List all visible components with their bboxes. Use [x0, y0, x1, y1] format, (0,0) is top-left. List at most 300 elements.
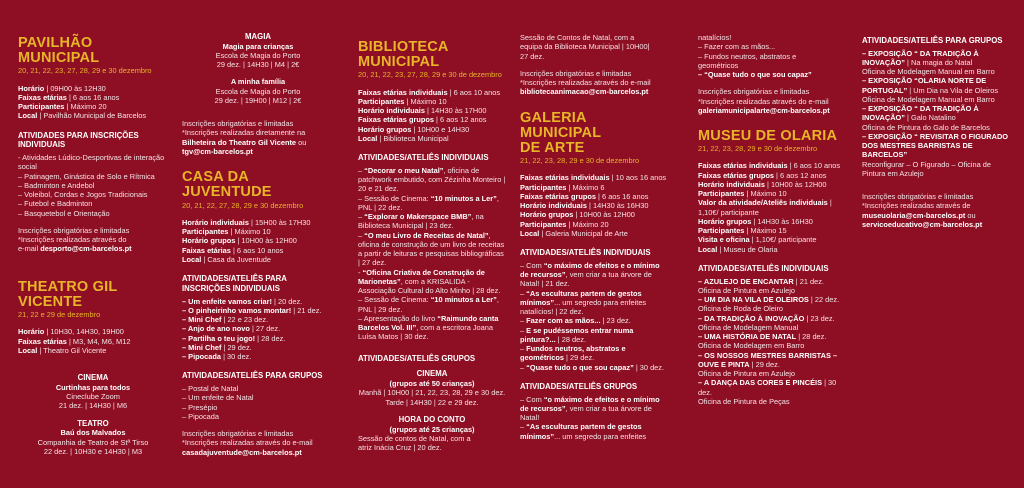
museu-info-label: Horário individuais	[698, 179, 765, 189]
biblioteca-title: BIBLIOTECA MUNICIPAL	[358, 39, 449, 71]
museu-info-row	[698, 198, 848, 217]
biblioteca-info-row	[358, 134, 506, 143]
biblioteca-info-label: Local	[358, 133, 378, 143]
museu-title: MUSEU DE OLARIA	[698, 128, 838, 144]
museu-info-value: | 14H30 às 16H30	[751, 216, 813, 226]
galeria-info-label: Faixas etárias individuais	[520, 173, 610, 183]
museu-info-row	[698, 161, 848, 170]
galeria-group-activity-value: ... um segredo para enfeites	[554, 431, 647, 441]
galeria-activity-row	[520, 316, 670, 325]
theatro-info-value: | Theatro Gil Vicente	[37, 345, 107, 355]
biblioteca-activity-label: “O meu Livro de Receitas de Natal”	[364, 230, 489, 240]
museu-info-row	[698, 226, 848, 235]
biblioteca-activity-row	[358, 194, 506, 213]
biblioteca-activity-row	[358, 268, 506, 296]
galeria-activity-value: | 28 dez.	[555, 334, 587, 344]
casa-juventude-group-list	[182, 384, 334, 421]
biblioteca-activity-prefix: –	[358, 212, 365, 222]
museu-info-value: | 10H00 às 12H00	[764, 179, 827, 189]
museu-activity-subline: Oficina de Modelagem em Barro	[698, 341, 805, 351]
theatro-info-value: | 10H30, 14H30, 19H00	[44, 327, 124, 337]
museu-activity-value: | 29 dez.	[749, 359, 780, 369]
casa-juventude-individual-row	[182, 324, 334, 333]
biblioteca-email-link[interactable]: bibliotecaanimacao@cm-barcelos.pt	[520, 87, 649, 97]
museu-activity-subline: Oficina de Pintura de Peças	[698, 396, 790, 406]
museu-group-activity-value: | Um Dia na Vila de Oleiros	[907, 85, 999, 95]
pavilhao-info-label: Faixas etárias	[18, 92, 67, 102]
museu-info-value: | 6 aos 12 anos	[774, 170, 827, 180]
biblioteca-activity-value: , PNL | 22 dez.	[358, 193, 499, 212]
casa-juventude-info-row	[182, 255, 334, 264]
pavilhao-info-value: | 09H00 às 12H30	[44, 83, 106, 93]
museu-activity-subline: Oficina de Pintura em Azulejo	[698, 369, 795, 379]
casa-juventude-group-item: – Pipocada	[182, 411, 219, 421]
galeria-activity-prefix: –	[520, 325, 527, 335]
museu-group-activity-row	[862, 104, 1012, 132]
museu-info-value: | Máximo 10	[744, 189, 787, 199]
galeria-group-activity-label: “o máximo de efeitos e o mínimo de recursos”	[520, 394, 660, 413]
pavilhao-info-value: | Máximo 20	[64, 102, 107, 112]
biblioteca-info-row	[358, 88, 506, 97]
museu-group-activity-row	[862, 132, 1012, 178]
museu-activity-label: – AZULEJO DE ENCANTAR	[698, 276, 794, 286]
museu-activity-label: – A DANÇA DAS CORES E PINCÉIS	[698, 378, 823, 388]
biblioteca-activity-value: , oficina de construção de um livro de receitas a partir de leituras e pesquisas bibliográficas | 27 dez.	[358, 230, 505, 268]
museu-info-label: Faixas etárias individuais	[698, 161, 788, 171]
galeria-group-activity-prefix: – Com	[520, 394, 544, 404]
museu-group-activity-label: – EXPOSIÇÃO “ DA TRADIÇÃO À INOVAÇÃO”	[862, 104, 979, 123]
familia-show-name: A minha família	[230, 77, 286, 87]
magia-heading: MAGIA	[245, 32, 271, 41]
biblioteca-individual-list	[358, 166, 506, 342]
galeria-info-row	[520, 220, 670, 229]
museu-group-activity-label: – EXPOSIÇÃO “ REVISITAR O FIGURADO DOS MESTRES BARRISTAS DE BARCELOS”	[862, 131, 1009, 160]
pavilhao-note: Inscrições obrigatórias e limitadas	[18, 225, 130, 235]
galeria-info-row	[520, 192, 670, 201]
galeria-activity-row	[520, 261, 670, 289]
museu-individual-list	[698, 277, 848, 407]
casa-juventude-individual-value: | 29 dez.	[221, 342, 252, 352]
galeria-individual-list	[520, 261, 670, 372]
pavilhao-dates: 20, 21, 22, 23, 27, 28, 29 e 30 dezembro	[18, 66, 152, 76]
biblioteca-note-2: *Inscrições realizadas através do e-mail	[520, 78, 651, 87]
museu-info-label: Visita e oficina	[698, 235, 750, 245]
biblioteca-info-value: | Máximo 10	[404, 96, 447, 106]
biblioteca-cinema-line-2: Tarde | 14H30 | 22 e 29 dez.	[385, 397, 479, 407]
galeria-activity-label: “Quase tudo o que sou capaz”	[526, 362, 634, 372]
museu-activity-subline: Oficina de Roda de Oleiro	[698, 304, 784, 314]
museu-info-label: Local	[698, 244, 718, 254]
galeria-info-label: Horário grupos	[520, 210, 574, 220]
galeria-info-label: Local	[520, 228, 540, 238]
museu-info-row	[698, 245, 848, 254]
casa-juventude-individual-value: | 28 dez.	[255, 333, 286, 343]
galeria-info-value: | Máximo 6	[566, 182, 605, 192]
casa-juventude-individual-label: – Mini Chef	[182, 315, 222, 325]
casa-juventude-info-value: | 6 aos 10 anos	[230, 245, 284, 255]
galeria-activity-value: ... um segredo para enfeites natalícios! | 22 dez.	[520, 297, 647, 317]
galeria-info-value: | Galeria Municipal de Arte	[539, 228, 628, 238]
casa-juventude-info-label: Local	[182, 254, 202, 264]
museu-group-list	[862, 49, 1012, 179]
biblioteca-activity-row	[358, 314, 506, 342]
biblioteca-info-row	[358, 125, 506, 134]
museu-activity-row	[698, 277, 848, 296]
biblioteca-activity-prefix: – Apresentação do livro	[358, 313, 438, 323]
pavilhao-note-2: *Inscrições realizadas através do	[18, 235, 127, 245]
casa-juventude-individual-value: | 20 dez.	[271, 296, 303, 306]
museu-info-value: | Máximo 15	[744, 226, 787, 236]
biblioteca-info-label: Faixas etárias individuais	[358, 87, 448, 97]
casa-juventude-title: CASA DA JUVENTUDE	[182, 169, 272, 201]
teatro-heading: TEATRO	[77, 418, 109, 428]
theatro-dates: 21, 22 e 29 de dezembro	[18, 310, 101, 320]
hora-conto-line-2: atriz Inácia Cruz | 20 dez.	[358, 443, 442, 453]
museu-group-activity-label: – EXPOSIÇÃO “OLARIA NORTE DE PORTUGAL”	[862, 76, 987, 95]
biblioteca-section-2: ATIVIDADES/ATELIÊS GRUPOS	[358, 353, 476, 363]
museu-info-label: Valor da atividade/Ateliês individuais	[698, 198, 828, 208]
galeria-info-label: Participantes	[520, 182, 567, 192]
pavilhao-activity-item: – Badminton e Andebol	[18, 180, 95, 190]
museu-info-value: | Museu de Olaria	[717, 244, 778, 254]
museu-activity-label: – UM DIA NA VILA DE OLEIROS	[698, 295, 809, 305]
pavilhao-info-value: | 6 aos 16 anos	[66, 92, 120, 102]
biblioteca-info-row	[358, 115, 506, 124]
museu-group-activity-subline: Oficina de Modelagem Manual em Barro	[862, 67, 995, 77]
museu-activity-label: – DA TRADIÇÃO À INOVAÇÃO	[698, 313, 805, 323]
pavilhao-activity-item: – Patinagem, Ginástica de Solo e Rítmica	[18, 171, 155, 181]
biblioteca-activity-prefix: – Sessão de Cinema:	[358, 193, 431, 203]
museu-group-activity-value: | Na magia do Natal	[904, 57, 973, 67]
casa-juventude-individual-label: – Pipocada	[182, 352, 222, 362]
museu-group-activity-subline: Oficina de Modelagem Manual em Barro	[862, 94, 995, 104]
biblioteca-activity-prefix: –	[358, 230, 365, 240]
theatro-info-value: | M3, M4, M6, M12	[66, 336, 131, 346]
museu-info-label: Horário grupos	[698, 216, 752, 226]
biblioteca-activity-label: “10 minutos a Ler”	[430, 295, 497, 305]
biblioteca-activity-value: , com a escritora Joana Luísa Matos | 30 dez.	[358, 323, 494, 342]
biblioteca-activity-label: “Oficina Criativa de Construção de Marionetas”	[358, 267, 485, 286]
galeria-activity-prefix: –	[520, 288, 527, 298]
biblioteca-section-1: ATIVIDADES/ATELIÊS INDIVIDUAIS	[358, 153, 489, 163]
biblioteca-dates: 20, 21, 22, 23, 27, 28, 29 e 30 de dezembro	[358, 70, 502, 80]
museu-note-2: *Inscrições realizadas através de	[862, 201, 971, 211]
theatro-info-label: Faixas etárias	[18, 336, 67, 346]
museu-activity-value: | 30 dez.	[698, 378, 837, 397]
museu-info-row	[698, 217, 848, 226]
cinema-show-name: Curtinhas para todos	[55, 382, 131, 392]
pavilhao-section-title: ATIVIDADES PARA INSCRIÇÕES INDIVIDUAIS	[18, 130, 139, 150]
museu-activity-value: | 23 dez.	[804, 313, 835, 323]
galeria-group-activity-prefix: –	[520, 422, 527, 432]
contos-line-3: 27 dez.	[520, 51, 545, 61]
galeria-group-continued-item: geométricos	[698, 60, 739, 70]
casa-juventude-info-row	[182, 227, 334, 236]
column-museu	[698, 33, 848, 406]
biblioteca-info-value: | 6 aos 10 anos	[447, 87, 501, 97]
museu-info-row	[698, 180, 848, 189]
biblioteca-cinema-sub: (grupos até 50 crianças)	[389, 379, 475, 389]
galeria-activity-value: , vem criar a tua árvore de Natal! | 21 dez.	[520, 270, 652, 289]
magia-note-1: Inscrições obrigatórias e limitadas	[182, 119, 294, 129]
galeria-email-link[interactable]: galeriamunicipalarte@cm-barcelos.pt	[698, 105, 830, 115]
biblioteca-activity-value: , na Biblioteca Municipal | 23 dez.	[358, 212, 484, 231]
museu-group-activity-row	[862, 49, 1012, 77]
casa-juventude-info-label: Faixas etárias	[182, 245, 231, 255]
casa-juventude-individual-value: | 30 dez.	[221, 352, 252, 362]
theatro-info-label: Local	[18, 345, 38, 355]
familia-line-1: Escola de Magia do Porto	[215, 86, 301, 96]
contos-line-2: equipa da Biblioteca Municipal | 10H00|	[520, 42, 650, 52]
galeria-group-last-item: – “Quase tudo o que sou capaz”	[698, 70, 812, 79]
galeria-section-1: ATIVIDADES/ATELIÊS INDIVIDUAIS	[520, 248, 651, 258]
museu-activity-value: | 28 dez.	[796, 332, 827, 342]
pavilhao-activities	[18, 153, 168, 218]
museuolaria-email-link[interactable]: museuolaria@cm-barcelos.pt	[862, 210, 966, 220]
casa-juventude-note-2: *Inscrições realizadas através do e-mail	[182, 438, 313, 448]
biblioteca-info	[358, 88, 506, 144]
pavilhao-activity-item: – Futebol e Badminton	[18, 199, 93, 209]
galeria-info-row	[520, 210, 670, 219]
biblioteca-activity-label: “Raimundo canta Barcelos Vol. III”	[358, 313, 499, 333]
desporto-email-link[interactable]: desporto@cm-barcelos.pt	[40, 244, 132, 254]
casa-juventude-note-1: Inscrições obrigatórias e limitadas	[182, 429, 294, 439]
galeria-info-value: | 6 aos 16 anos	[596, 191, 649, 201]
casa-juventude-individual-value: | 27 dez.	[249, 324, 281, 334]
biblioteca-info-value: | 6 aos 12 anos	[434, 115, 487, 125]
biblioteca-activity-row	[358, 212, 506, 231]
biblioteca-activity-row	[358, 231, 506, 268]
galeria-activity-label: E se pudéssemos entrar numa pintura?...	[520, 325, 634, 344]
pavilhao-info	[18, 84, 168, 121]
galeria-activity-label: Fazer com as mãos...	[526, 316, 601, 326]
magia-line-2: 29 dez. | 14H30 | M4 | 2€	[216, 60, 300, 70]
museu-group-activity-row	[862, 76, 1012, 104]
galeria-activity-prefix: –	[520, 344, 527, 354]
casa-juventude-individual-row	[182, 334, 334, 343]
galeria-activity-prefix: –	[520, 362, 527, 372]
tgv-email-link[interactable]: tgv@cm-barcelos.pt	[182, 146, 253, 156]
casa-juventude-info-label: Horário individuais	[182, 217, 249, 227]
biblioteca-info-value: | 10H00 e 14H30	[411, 124, 470, 134]
pavilhao-note-3: e-mail	[18, 244, 41, 254]
theatro-info-row	[18, 346, 168, 355]
museu-activity-row	[698, 351, 848, 379]
teatro-line-2: 22 dez. | 10H30 e 14H30 | M3	[43, 446, 143, 456]
galeria-activity-row	[520, 326, 670, 345]
museu-section: ATIVIDADES/ATELIÊS INDIVIDUAIS	[698, 263, 829, 273]
galeria-activity-prefix: –	[520, 316, 527, 326]
galeria-activity-value: | 23 dez.	[600, 316, 631, 326]
column-galeria	[520, 33, 670, 441]
casa-juventude-group-item: – Presépio	[182, 402, 218, 412]
casa-juventude-individual-value: | 22 e 23 dez.	[221, 315, 269, 325]
museu-activity-subline: Oficina de Pintura em Azulejo	[698, 285, 795, 295]
casa-juventude-individual-row	[182, 297, 334, 306]
theatro-info	[18, 327, 168, 355]
galeria-section-2: ATIVIDADES/ATELIÊS GRUPOS	[520, 381, 638, 391]
biblioteca-activity-label: “Decorar o meu Natal”	[364, 165, 444, 175]
biblioteca-info-value: | 14H30 às 17H00	[424, 106, 487, 116]
pavilhao-info-label: Local	[18, 111, 38, 121]
museu-info-row	[698, 235, 848, 244]
magia-note-2: *Inscrições realizadas diretamente na	[182, 128, 306, 138]
museu-group-activity-subline: Oficina de Pintura do Galo de Barcelos	[862, 122, 990, 132]
galeria-note-2: *Inscrições realizadas através do e-mail	[698, 96, 829, 106]
galeria-group-list	[520, 395, 670, 441]
galeria-activity-value: | 29 dez.	[563, 353, 595, 363]
casa-juventude-group-item: – Um enfeite de Natal	[182, 393, 254, 403]
pavilhao-activity-item: – Voleibol, Cordas e Jogos Tradicionais	[18, 190, 148, 200]
theatro-info-row	[18, 327, 168, 336]
casa-juventude-info-value: | Máximo 10	[228, 227, 271, 237]
galeria-activity-row	[520, 363, 670, 372]
theatro-title: THEATRO GIL VICENTE	[18, 278, 118, 310]
museu-info-label: Faixas etárias grupos	[698, 170, 774, 180]
biblioteca-activity-prefix: –	[358, 165, 365, 175]
casa-juventude-section-2: ATIVIDADES/ATELIÊS PARA GRUPOS	[182, 371, 323, 381]
biblioteca-info-label: Faixas etárias grupos	[358, 115, 434, 125]
galeria-dates: 21, 22, 23, 28, 29 e 30 de dezembro	[520, 156, 640, 166]
museu-activity-subline: Oficina de Modelagem Manual	[698, 322, 799, 332]
casa-juventude-info-row	[182, 236, 334, 245]
casa-juventude-individual-row	[182, 352, 334, 361]
galeria-activity-row	[520, 344, 670, 363]
museu-activity-label: – UMA HISTÓRIA DE NATAL	[698, 332, 797, 342]
pavilhao-info-label: Participantes	[18, 102, 65, 112]
casa-juventude-individual-row	[182, 343, 334, 352]
casadajuventude-email-link[interactable]: casadajuventude@cm-barcelos.pt	[182, 447, 302, 457]
galeria-info-label: Horário individuais	[520, 201, 587, 211]
teatro-line-1: Companhia de Teatro de Stª Tirso	[37, 437, 149, 447]
casa-juventude-info-label: Participantes	[182, 227, 229, 237]
museu-info-value: | 1,10€/ participante	[698, 198, 832, 217]
galeria-info-row	[520, 229, 670, 238]
column-magia-casa-juventude	[182, 32, 334, 457]
galeria-note-1: Inscrições obrigatórias e limitadas	[698, 87, 810, 97]
biblioteca-activity-value: , PNL | 29 dez.	[358, 295, 499, 314]
servicoeducativo-email-link[interactable]: servicoeducativo@cm-barcelos.pt	[862, 219, 983, 229]
biblioteca-info-row	[358, 97, 506, 106]
column-pavilhao	[18, 36, 168, 456]
biblioteca-info-row	[358, 106, 506, 115]
galeria-group-activity-row	[520, 422, 670, 441]
biblioteca-activity-value: , com a KRISALIDA - Associação Cultural do Alto Minho | 28 dez.	[358, 276, 501, 296]
museu-group-activity-subline: Reconfigurar – O Figurado – Oficina de Pintura em Azulejo	[862, 159, 991, 178]
pavilhao-activity-item: - Atividades Lúdico-Desportivas de interação social	[18, 153, 165, 172]
museu-note-1: Inscrições obrigatórias e limitadas	[862, 192, 974, 202]
museu-info	[698, 161, 848, 254]
biblioteca-activity-row	[358, 295, 506, 314]
galeria-activity-row	[520, 289, 670, 317]
museu-dates: 21, 22, 23, 28, 29 e 30 de dezembro	[698, 144, 818, 154]
pavilhao-info-row	[18, 93, 168, 102]
biblioteca-activity-prefix: -	[358, 267, 363, 277]
casa-juventude-info-value: | 15H00 às 17H30	[248, 217, 311, 227]
museu-info-label: Participantes	[698, 226, 745, 236]
hora-conto-sub: (grupos até 25 crianças)	[389, 424, 475, 434]
biblioteca-activity-prefix: – Sessão de Cinema:	[358, 295, 431, 305]
magia-show-name: Magia para crianças	[222, 41, 294, 51]
hora-conto-line-1: Sessão de contos de Natal, com a	[358, 433, 471, 443]
galeria-info-value: | 10 aos 16 anos	[609, 173, 667, 183]
casa-juventude-info-label: Horário grupos	[182, 236, 236, 246]
galeria-group-activity-value: , vem criar a tua árvore de Natal!	[520, 403, 652, 423]
museu-activity-row	[698, 295, 848, 314]
galeria-activity-prefix: – Com	[520, 260, 544, 270]
biblioteca-activity-value: , oficina de patchwork embutido, com Zézinha Monteiro | 20 e 21 dez.	[358, 165, 506, 194]
casa-juventude-info	[182, 218, 334, 264]
biblioteca-note-1: Inscrições obrigatórias e limitadas	[520, 68, 632, 78]
pavilhao-activity-item: – Basquetebol e Orientação	[18, 208, 110, 218]
pavilhao-info-label: Horário	[18, 83, 45, 93]
casa-juventude-info-row	[182, 218, 334, 227]
galeria-activity-label: “o máximo de efeitos e o mínimo de recursos”	[520, 260, 660, 280]
galeria-info-label: Participantes	[520, 219, 567, 229]
galeria-info-value: | 10H00 às 12H00	[573, 210, 635, 220]
galeria-info-row	[520, 201, 670, 210]
pavilhao-info-row	[18, 111, 168, 120]
galeria-group-continued-item: – Fazer com as mãos...	[698, 42, 776, 52]
casa-juventude-individual-row	[182, 315, 334, 324]
museu-info-row	[698, 171, 848, 180]
biblioteca-info-label: Participantes	[358, 96, 405, 106]
casa-juventude-section-1: ATIVIDADES/ATELIÊS PARA INSCRIÇÕES INDIVIDUAIS	[182, 274, 287, 293]
casa-juventude-individual-label: – Um enfeite vamos criar!	[182, 296, 272, 306]
hora-conto-heading: HORA DO CONTO	[398, 414, 466, 424]
museu-activity-value: | 21 dez.	[793, 276, 824, 286]
galeria-title-line-2: DE ARTE	[520, 139, 585, 156]
galeria-info-value: | Máximo 20	[566, 219, 609, 229]
teatro-show-name: Baú dos Malvados	[60, 428, 126, 438]
casa-juventude-individual-list	[182, 297, 334, 362]
museu-info-label: Participantes	[698, 189, 745, 199]
biblioteca-cinema-heading: CINEMA	[416, 369, 448, 379]
pavilhao-info-row	[18, 84, 168, 93]
galeria-group-continued-item: – Fundos neutros, abstratos e	[698, 51, 797, 61]
casa-juventude-group-item: – Postal de Natal	[182, 384, 239, 394]
galeria-info-value: | 14H30 às 16H30	[586, 201, 649, 211]
casa-juventude-individual-label: – O pinheirinho vamos montar!	[182, 305, 292, 315]
pavilhao-info-row	[18, 102, 168, 111]
museu-info-row	[698, 189, 848, 198]
museu-groups-section: ATIVIDADES/ATELIÊS PARA GRUPOS	[862, 36, 1003, 45]
cinema-line-2: 21 dez. | 14H30 | M6	[58, 401, 128, 411]
museu-activity-row	[698, 314, 848, 333]
museu-group-activity-label: – EXPOSIÇÃO “ DA TRADIÇÃO À INOVAÇÃO”	[862, 48, 979, 67]
biblioteca-activity-row	[358, 166, 506, 194]
column-biblioteca	[358, 40, 506, 452]
casa-juventude-dates: 20, 21, 22, 27, 28, 29 e 30 dezembro	[182, 200, 304, 210]
familia-line-2: 29 dez. | 19H00 | M12 | 2€	[214, 95, 302, 105]
galeria-activity-value: | 30 dez.	[633, 362, 665, 372]
theatro-info-label: Horário	[18, 327, 45, 337]
museu-info-value: | 6 aos 10 anos	[787, 161, 841, 171]
column-museu-grupos	[862, 36, 1012, 229]
museu-activity-label: – OS NOSSOS MESTRES BARRISTAS – OUVE E PINTA	[698, 350, 838, 369]
casa-juventude-individual-label: – Anjo de ano novo	[182, 324, 250, 334]
galeria-activity-label: “As esculturas partem de gestos mínimos”	[520, 288, 642, 307]
galeria-title-line-1: GALERIA MUNICIPAL	[520, 109, 602, 141]
galeria-group-activity-label: “As esculturas partem de gestos mínimos”	[520, 422, 642, 441]
casa-juventude-individual-label: – Partilha o teu jogo!	[182, 333, 256, 343]
contos-line-1: Sessão de Contos de Natal, com a	[520, 33, 635, 42]
galeria-group-activity-row	[520, 395, 670, 423]
magia-ou: ou	[296, 137, 307, 147]
galeria-info-row	[520, 183, 670, 192]
biblioteca-info-label: Horário grupos	[358, 124, 412, 134]
galeria-info-label: Faixas etárias grupos	[520, 191, 596, 201]
